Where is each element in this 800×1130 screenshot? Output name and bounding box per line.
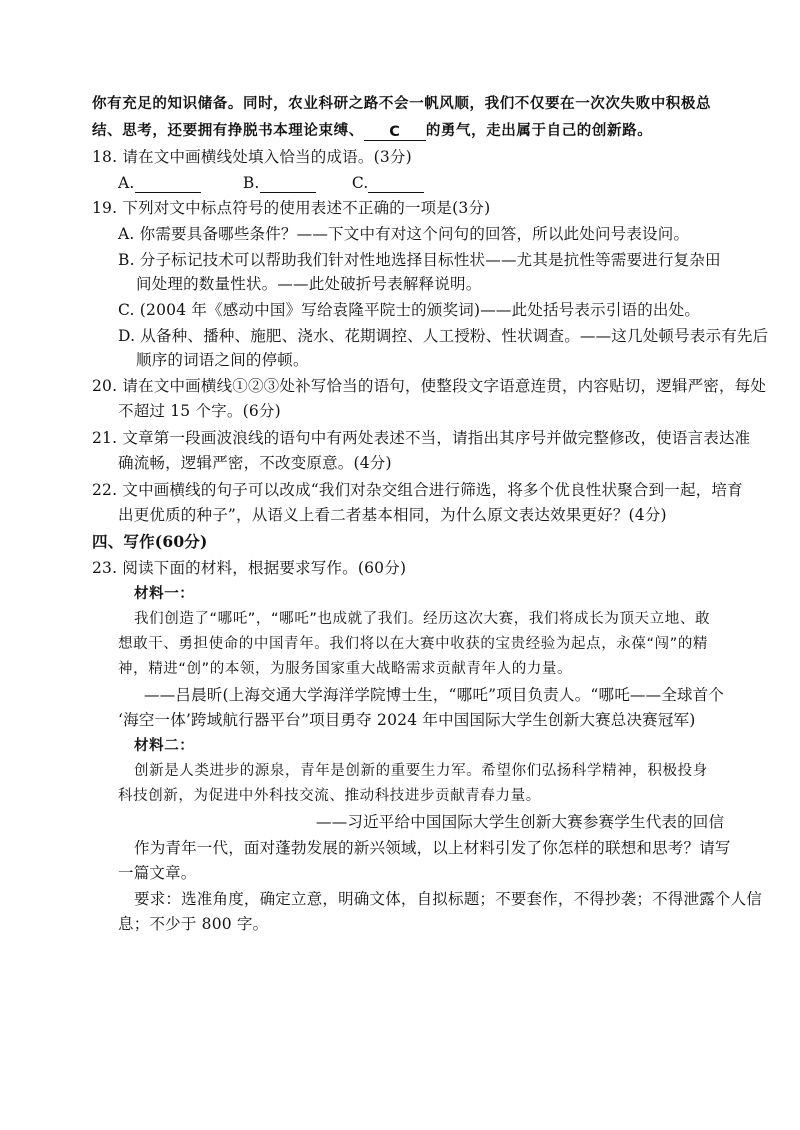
writing-prompt-line1: 作为青年一代，面对蓬勃发展的新兴领域，以上材料引发了你怎样的联想和思考？请写	[134, 839, 731, 857]
material-1-source-line1: ——吕晨昕(上海交通大学海洋学院博士生，“哪吒”项目负责人。“哪吒——全球首个	[144, 686, 725, 704]
blank-c: C	[364, 122, 426, 141]
material-1-line2: 想敢干、勇担使命的中国青年。我们将以在大赛中收获的宝贵经验为起点，永葆“闯”的精	[118, 636, 709, 652]
q19-option-a: A. 你需要具备哪些条件？——下文中有对这个问句的回答，所以此处问号表设问。	[118, 225, 690, 243]
section-writing-heading: 四、写作(60分)	[92, 532, 208, 551]
q22-line1: 22. 文中画横线的句子可以改成“我们对杂交组合进行筛选，将多个优良性状聚合到一起，培育	[92, 481, 743, 499]
material-1-source-line2: ‘海空一体’跨域航行器平台”项目勇夺 2024 年中国国际大学生创新大赛总决赛冠军)	[118, 711, 696, 729]
passage-line-1: 你有充足的知识储备。同时，农业科研之路不会一帆风顺，我们不仅要在一次次失败中积极总	[92, 96, 712, 112]
passage-line-2: 结、思考，还要拥有挣脱书本理论束缚、 C 的勇气，走出属于自己的创新路。	[92, 123, 653, 140]
q18-options: A. B. C.	[118, 173, 424, 193]
material-1-line1: 我们创造了“哪吒”，“哪吒”也成就了我们。经历这次大赛，我们将成长为顶天立地、敢	[134, 611, 711, 627]
material-1-line3: 神，精进“创”的本领，为服务国家重大战略需求贡献青年人的力量。	[118, 661, 573, 677]
answer-blank-a[interactable]	[135, 174, 201, 193]
material-2-line2: 科技创新，为促进中外科技交流、推动科技进步贡献青春力量。	[118, 788, 541, 804]
q21-line2: 确流畅，逻辑严密，不改变原意。(4分)	[118, 454, 392, 472]
q18-stem: 18. 请在文中画横线处填入恰当的成语。(3分)	[92, 148, 412, 166]
answer-blank-c[interactable]	[368, 174, 424, 193]
material-1-title: 材料一：	[134, 586, 195, 602]
q20-line1: 20. 请在文中画横线①②③处补写恰当的语句，使整段文字语意连贯，内容贴切，逻辑严密，每处	[92, 377, 767, 395]
q19-option-d-line2: 顺序的词语之间的停顿。	[136, 351, 309, 369]
q19-option-b-line1: B. 分子标记技术可以帮助我们针对性地选择目标性状——尤其是抗性等需要进行复杂田	[118, 251, 721, 269]
q23-stem: 23. 阅读下面的材料，根据要求写作。(60分)	[92, 559, 407, 577]
answer-blank-b[interactable]	[260, 174, 316, 193]
material-2-line1: 创新是人类进步的源泉，青年是创新的重要生力军。希望你们弘扬科学精神，积极投身	[134, 763, 708, 779]
q19-option-c: C. (2004 年《感动中国》写给袁隆平院士的颁奖词)——此处括号表示引语的出处。	[118, 301, 701, 319]
q19-stem: 19. 下列对文中标点符号的使用表述不正确的一项是(3分)	[92, 199, 491, 217]
material-2-source: ——习近平给中国国际大学生创新大赛参赛学生代表的回信	[316, 813, 725, 831]
q19-option-d-line1: D. 从备种、播种、施肥、浇水、花期调控、人工授粉、性状调查。——这几处顿号表示有先后	[118, 327, 769, 345]
material-2-title: 材料二：	[134, 738, 195, 754]
writing-requirements-line2: 息；不少于 800 字。	[118, 915, 269, 933]
q20-line2: 不超过 15 个字。(6分)	[118, 402, 281, 420]
writing-requirements-line1: 要求：选准角度，确定立意，明确文体，自拟标题；不要套作，不得抄袭；不得泄露个人信	[134, 890, 763, 908]
writing-prompt-line2: 一篇文章。	[118, 864, 197, 882]
q21-line1: 21. 文章第一段画波浪线的语句中有两处表述不当，请指出其序号并做完整修改，使语言表达准	[92, 429, 751, 447]
q19-option-b-line2: 间处理的数量性状。——此处破折号表解释说明。	[136, 275, 482, 293]
q22-line2: 出更优质的种子”，从语义上看二者基本相同，为什么原文表达效果更好？(4分)	[118, 506, 667, 524]
